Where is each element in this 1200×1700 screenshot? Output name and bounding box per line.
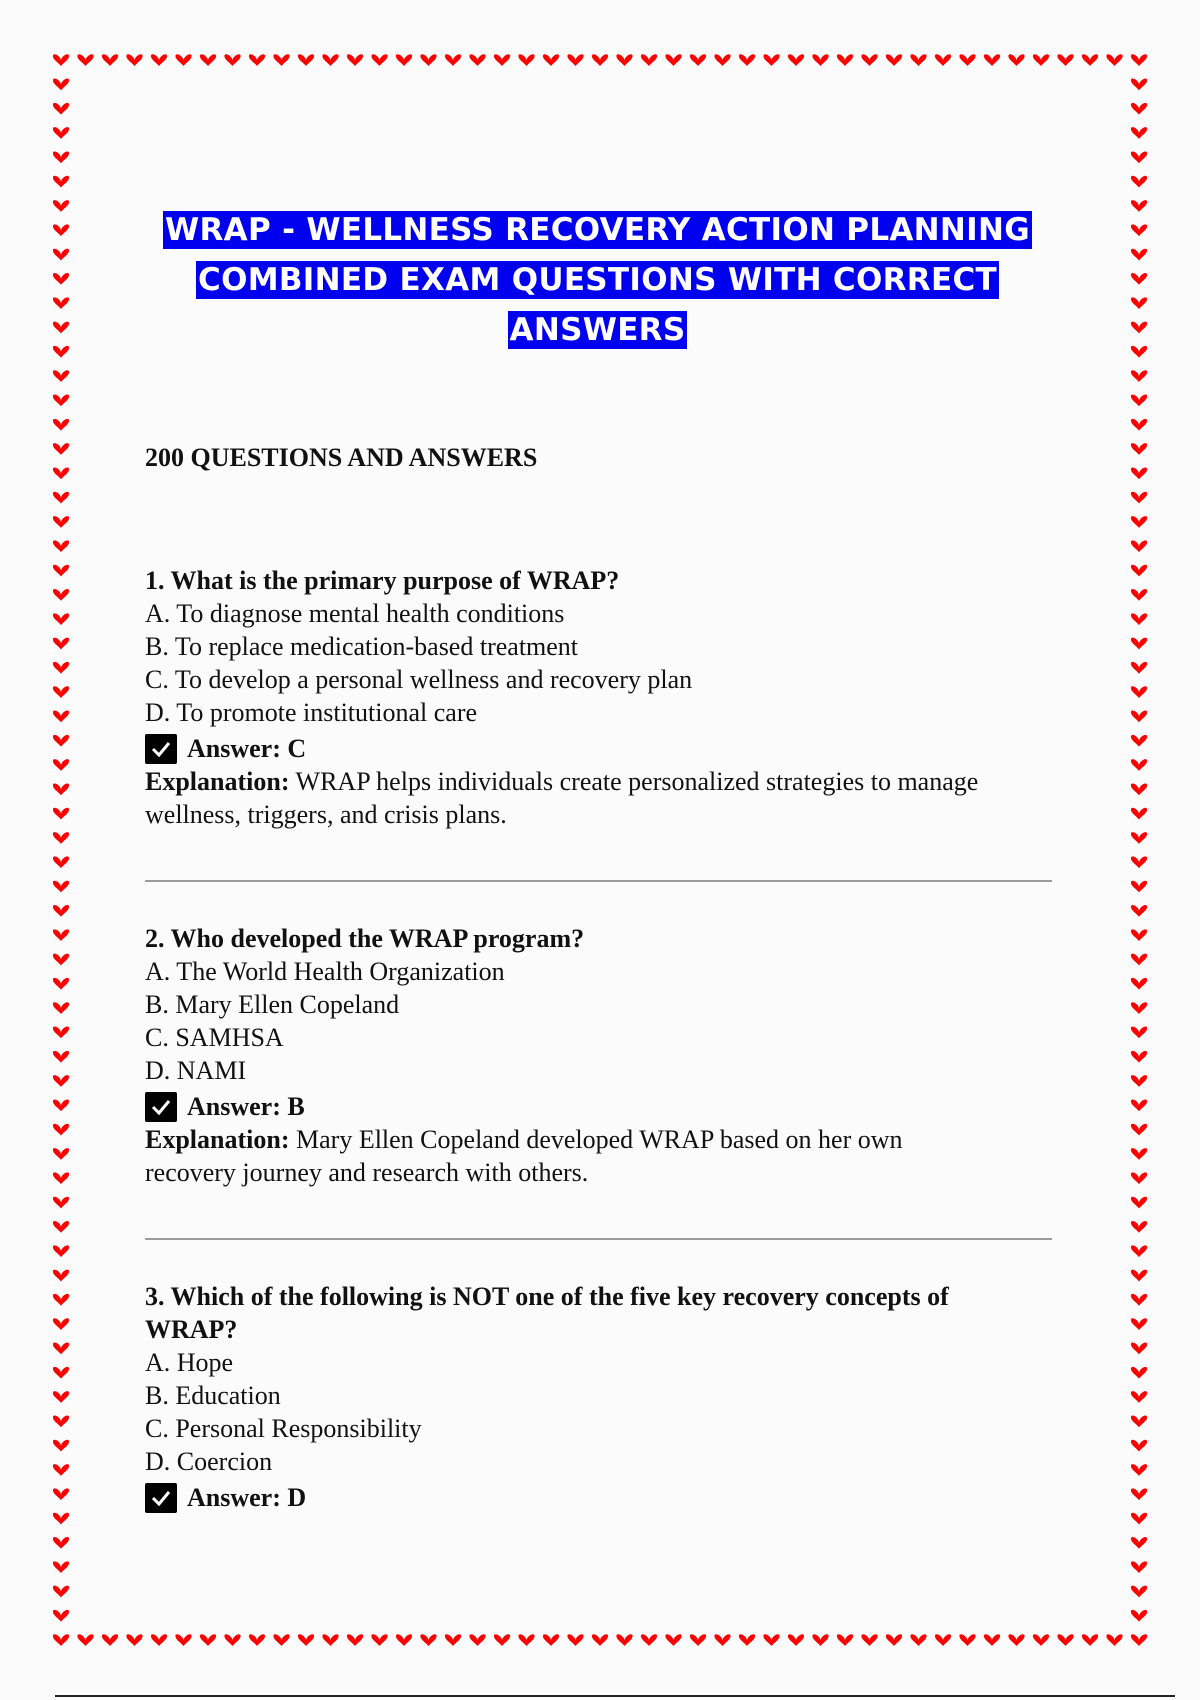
heart-icon	[1131, 1172, 1147, 1184]
heart-icon	[1131, 224, 1147, 236]
question-block-3	[145, 1280, 1055, 1514]
heart-icon	[224, 54, 240, 66]
heart-icon	[53, 711, 69, 723]
heart-icon	[1131, 856, 1147, 868]
heart-icon	[788, 1634, 804, 1646]
question-block-1	[145, 564, 1055, 831]
explanation-text: Mary Ellen Copeland developed WRAP based on her own	[296, 1125, 903, 1154]
heart-icon	[1057, 1634, 1073, 1646]
heart-icon	[53, 929, 69, 941]
heart-icon	[396, 1634, 412, 1646]
heart-icon	[126, 54, 142, 66]
explanation	[145, 1123, 1055, 1189]
heart-icon	[494, 1634, 510, 1646]
heart-icon	[53, 1027, 69, 1039]
checkmark-icon	[145, 734, 177, 764]
heart-icon	[469, 1634, 485, 1646]
heart-icon	[1131, 151, 1147, 163]
heart-icon	[53, 1561, 69, 1573]
heart-icon	[53, 1294, 69, 1306]
heart-icon	[53, 176, 69, 188]
heart-icon	[249, 1634, 265, 1646]
heart-icon	[53, 297, 69, 309]
explanation-text: WRAP helps individuals create personalized strategies to manage	[295, 767, 979, 796]
divider	[145, 880, 1052, 882]
answer-text: Answer: C	[187, 734, 307, 763]
heart-icon	[371, 1634, 387, 1646]
heart-icon	[616, 1634, 632, 1646]
heart-icon	[1131, 589, 1147, 601]
heart-icon	[1131, 1270, 1147, 1282]
heart-icon	[1131, 103, 1147, 115]
heart-icon	[1131, 1221, 1147, 1233]
heart-icon	[1131, 735, 1147, 747]
option-b: B. Mary Ellen Copeland	[145, 990, 400, 1019]
heart-icon	[53, 783, 69, 795]
heart-icon	[1057, 54, 1073, 66]
heart-icon	[935, 54, 951, 66]
heart-icon	[53, 1002, 69, 1014]
heart-icon	[53, 1367, 69, 1379]
heart-icon	[53, 1634, 69, 1646]
option-a: A. Hope	[145, 1348, 234, 1377]
heart-icon	[1008, 1634, 1024, 1646]
heart-icon	[1131, 127, 1147, 139]
heart-icon	[1131, 1051, 1147, 1063]
heart-icon	[53, 1197, 69, 1209]
heart-icon	[1131, 419, 1147, 431]
heart-icon	[788, 54, 804, 66]
heart-icon	[53, 395, 69, 407]
heart-icon	[812, 54, 828, 66]
option-c: C. Personal Responsibility	[145, 1414, 422, 1443]
heart-icon	[1131, 200, 1147, 212]
heart-icon	[1131, 1488, 1147, 1500]
heart-icon	[53, 346, 69, 358]
heart-icon	[886, 54, 902, 66]
heart-icon	[518, 1634, 534, 1646]
heart-icon	[1131, 492, 1147, 504]
heart-icon	[1131, 1099, 1147, 1111]
heart-icon	[1131, 565, 1147, 577]
answer-text: Answer: B	[187, 1092, 305, 1121]
heart-icon	[641, 1634, 657, 1646]
heart-icon	[1131, 1415, 1147, 1427]
heart-icon	[592, 1634, 608, 1646]
heart-icon	[567, 54, 583, 66]
heart-icon	[151, 1634, 167, 1646]
heart-icon	[53, 516, 69, 528]
heart-icon	[1131, 954, 1147, 966]
heart-icon	[1131, 1440, 1147, 1452]
heart-icon	[1131, 297, 1147, 309]
option-c: C. To develop a personal wellness and recovery plan	[145, 665, 693, 694]
heart-icon	[53, 322, 69, 334]
option-d: D. Coercion	[145, 1447, 273, 1476]
heart-icon	[396, 54, 412, 66]
heart-icon	[53, 1148, 69, 1160]
heart-icon	[53, 249, 69, 261]
heart-icon	[1131, 1343, 1147, 1355]
heart-icon	[53, 151, 69, 163]
heart-icon	[53, 1172, 69, 1184]
heart-icon	[1131, 540, 1147, 552]
heart-icon	[1131, 322, 1147, 334]
heart-icon	[175, 1634, 191, 1646]
heart-icon	[959, 1634, 975, 1646]
heart-icon	[690, 54, 706, 66]
heart-icon	[420, 54, 436, 66]
explanation-label: Explanation:	[145, 767, 290, 796]
heart-icon	[1131, 1124, 1147, 1136]
heart-icon	[53, 443, 69, 455]
heart-icon	[1131, 832, 1147, 844]
heart-icon	[445, 1634, 461, 1646]
heart-icon	[53, 492, 69, 504]
heart-icon	[53, 1415, 69, 1427]
heart-icon	[469, 54, 485, 66]
question-title: 1. What is the primary purpose of WRAP?	[145, 566, 620, 595]
heart-icon	[445, 54, 461, 66]
heart-icon	[53, 1513, 69, 1525]
heart-icon	[1131, 1513, 1147, 1525]
heart-icon	[665, 54, 681, 66]
checkmark-icon	[145, 1092, 177, 1122]
heart-icon	[77, 54, 93, 66]
heart-icon	[53, 1245, 69, 1257]
option-a: A. To diagnose mental health conditions	[145, 599, 565, 628]
heart-icon	[641, 54, 657, 66]
heart-icon	[1131, 1148, 1147, 1160]
title-line-1: WRAP - WELLNESS RECOVERY ACTION PLANNING	[165, 212, 1030, 248]
heart-icon	[53, 954, 69, 966]
heart-icon	[1131, 1561, 1147, 1573]
heart-icon	[1106, 54, 1122, 66]
answer-row	[145, 1481, 1055, 1514]
option-a: A. The World Health Organization	[145, 957, 505, 986]
heart-icon	[1131, 1075, 1147, 1087]
checkmark-icon	[145, 1483, 177, 1513]
heart-icon	[175, 54, 191, 66]
heart-icon	[1082, 54, 1098, 66]
heart-icon	[102, 1634, 118, 1646]
heart-icon	[298, 1634, 314, 1646]
heart-icon	[53, 1440, 69, 1452]
heart-icon	[102, 54, 118, 66]
heart-icon	[592, 54, 608, 66]
heart-icon	[151, 54, 167, 66]
heart-icon	[53, 856, 69, 868]
divider	[145, 1238, 1052, 1240]
heart-icon	[200, 1634, 216, 1646]
heart-icon	[53, 589, 69, 601]
heart-icon	[1131, 1610, 1147, 1622]
explanation-label: Explanation:	[145, 1125, 290, 1154]
heart-icon	[1131, 929, 1147, 941]
option-b: B. Education	[145, 1381, 281, 1410]
heart-icon	[1131, 443, 1147, 455]
heart-icon	[1131, 1197, 1147, 1209]
document-title	[145, 205, 1050, 355]
question-count-heading: 200 QUESTIONS AND ANSWERS	[145, 443, 538, 472]
heart-icon	[53, 1586, 69, 1598]
heart-icon	[1131, 1027, 1147, 1039]
heart-icon	[1131, 711, 1147, 723]
heart-icon	[714, 1634, 730, 1646]
heart-icon	[690, 1634, 706, 1646]
answer-row	[145, 732, 1055, 765]
heart-icon	[322, 54, 338, 66]
heart-icon	[567, 1634, 583, 1646]
heart-icon	[837, 54, 853, 66]
heart-icon	[1131, 1245, 1147, 1257]
heart-icon	[53, 735, 69, 747]
heart-icon	[53, 1099, 69, 1111]
heart-icon	[910, 1634, 926, 1646]
heart-icon	[1131, 638, 1147, 650]
heart-icon	[53, 127, 69, 139]
heart-icon	[53, 565, 69, 577]
heart-icon	[53, 1124, 69, 1136]
heart-icon	[347, 54, 363, 66]
heart-icon	[1131, 516, 1147, 528]
heart-icon	[959, 54, 975, 66]
heart-icon	[1131, 1367, 1147, 1379]
heart-icon	[53, 881, 69, 893]
heart-icon	[1033, 54, 1049, 66]
heart-icon	[494, 54, 510, 66]
heart-icon	[1131, 905, 1147, 917]
heart-icon	[273, 54, 289, 66]
heart-icon	[1131, 395, 1147, 407]
heart-icon	[1131, 978, 1147, 990]
page-bottom-rule	[55, 1695, 1175, 1697]
heart-icon	[53, 273, 69, 285]
heart-icon	[53, 200, 69, 212]
explanation-text-continued: recovery journey and research with others.	[145, 1158, 589, 1187]
heart-icon	[53, 1391, 69, 1403]
heart-icon	[53, 540, 69, 552]
heart-icon	[739, 54, 755, 66]
heart-icon	[1082, 1634, 1098, 1646]
answer-text: Answer: D	[187, 1483, 307, 1512]
heart-icon	[53, 1537, 69, 1549]
heart-icon	[1131, 1586, 1147, 1598]
option-d: D. NAMI	[145, 1056, 247, 1085]
heart-icon	[1131, 759, 1147, 771]
heart-icon	[543, 54, 559, 66]
heart-icon	[420, 1634, 436, 1646]
heart-icon	[53, 662, 69, 674]
heart-icon	[1008, 54, 1024, 66]
heart-icon	[1131, 783, 1147, 795]
heart-icon	[53, 103, 69, 115]
heart-icon	[543, 1634, 559, 1646]
heart-icon	[1106, 1634, 1122, 1646]
heart-icon	[53, 1488, 69, 1500]
heart-icon	[224, 1634, 240, 1646]
question-title-line-2: WRAP?	[145, 1315, 238, 1344]
heart-icon	[1131, 808, 1147, 820]
heart-icon	[53, 224, 69, 236]
heart-icon	[53, 370, 69, 382]
heart-icon	[1131, 54, 1147, 66]
question-list	[145, 564, 1055, 1514]
heart-icon	[935, 1634, 951, 1646]
heart-icon	[1131, 881, 1147, 893]
heart-icon	[53, 467, 69, 479]
heart-icon	[1033, 1634, 1049, 1646]
heart-icon	[714, 54, 730, 66]
heart-icon	[910, 54, 926, 66]
heart-icon	[1131, 662, 1147, 674]
heart-icon	[53, 54, 69, 66]
heart-icon	[53, 1464, 69, 1476]
heart-icon	[518, 54, 534, 66]
heart-icon	[886, 1634, 902, 1646]
heart-icon	[616, 54, 632, 66]
heart-icon	[53, 419, 69, 431]
heart-icon	[53, 686, 69, 698]
heart-icon	[1131, 686, 1147, 698]
heart-icon	[53, 613, 69, 625]
heart-icon	[77, 1634, 93, 1646]
heart-icon	[763, 54, 779, 66]
heart-icon	[53, 1610, 69, 1622]
heart-icon	[1131, 1634, 1147, 1646]
heart-icon	[1131, 1537, 1147, 1549]
heart-icon	[273, 1634, 289, 1646]
heart-icon	[861, 1634, 877, 1646]
question-title-line-1: 3. Which of the following is NOT one of the five key recovery concepts of	[145, 1282, 949, 1311]
answer-row	[145, 1090, 1055, 1123]
heart-icon	[53, 808, 69, 820]
question-title: 2. Who developed the WRAP program?	[145, 924, 585, 953]
heart-icon	[1131, 467, 1147, 479]
option-d: D. To promote institutional care	[145, 698, 478, 727]
heart-icon	[837, 1634, 853, 1646]
heart-icon	[249, 54, 265, 66]
heart-icon	[322, 1634, 338, 1646]
heart-icon	[347, 1634, 363, 1646]
heart-icon	[53, 1270, 69, 1282]
heart-icon	[1131, 249, 1147, 261]
heart-icon	[763, 1634, 779, 1646]
explanation	[145, 765, 1055, 831]
heart-icon	[53, 905, 69, 917]
heart-icon	[1131, 1391, 1147, 1403]
option-b: B. To replace medication-based treatment	[145, 632, 579, 661]
heart-icon	[1131, 176, 1147, 188]
heart-icon	[1131, 1464, 1147, 1476]
heart-icon	[1131, 273, 1147, 285]
heart-icon	[665, 1634, 681, 1646]
heart-icon	[1131, 370, 1147, 382]
heart-icon	[861, 54, 877, 66]
question-block-2	[145, 922, 1055, 1189]
heart-icon	[984, 1634, 1000, 1646]
heart-icon	[53, 1075, 69, 1087]
heart-icon	[53, 638, 69, 650]
heart-icon	[1131, 79, 1147, 91]
explanation-text-continued: wellness, triggers, and crisis plans.	[145, 800, 507, 829]
heart-icon	[1131, 1002, 1147, 1014]
heart-icon	[739, 1634, 755, 1646]
title-line-3: ANSWERS	[509, 312, 686, 348]
heart-icon	[126, 1634, 142, 1646]
heart-icon	[53, 832, 69, 844]
heart-icon	[53, 1051, 69, 1063]
heart-icon	[984, 54, 1000, 66]
question-title	[145, 1280, 1055, 1346]
heart-icon	[53, 978, 69, 990]
heart-icon	[53, 1343, 69, 1355]
heart-icon	[298, 54, 314, 66]
heart-icon	[1131, 613, 1147, 625]
heart-icon	[812, 1634, 828, 1646]
heart-icon	[53, 759, 69, 771]
heart-icon	[1131, 346, 1147, 358]
title-line-2: COMBINED EXAM QUESTIONS WITH CORRECT	[198, 262, 997, 298]
option-c: C. SAMHSA	[145, 1023, 284, 1052]
heart-icon	[1131, 1294, 1147, 1306]
heart-icon	[371, 54, 387, 66]
heart-icon	[53, 1318, 69, 1330]
heart-icon	[200, 54, 216, 66]
heart-icon	[53, 79, 69, 91]
heart-icon	[53, 1221, 69, 1233]
heart-icon	[1131, 1318, 1147, 1330]
